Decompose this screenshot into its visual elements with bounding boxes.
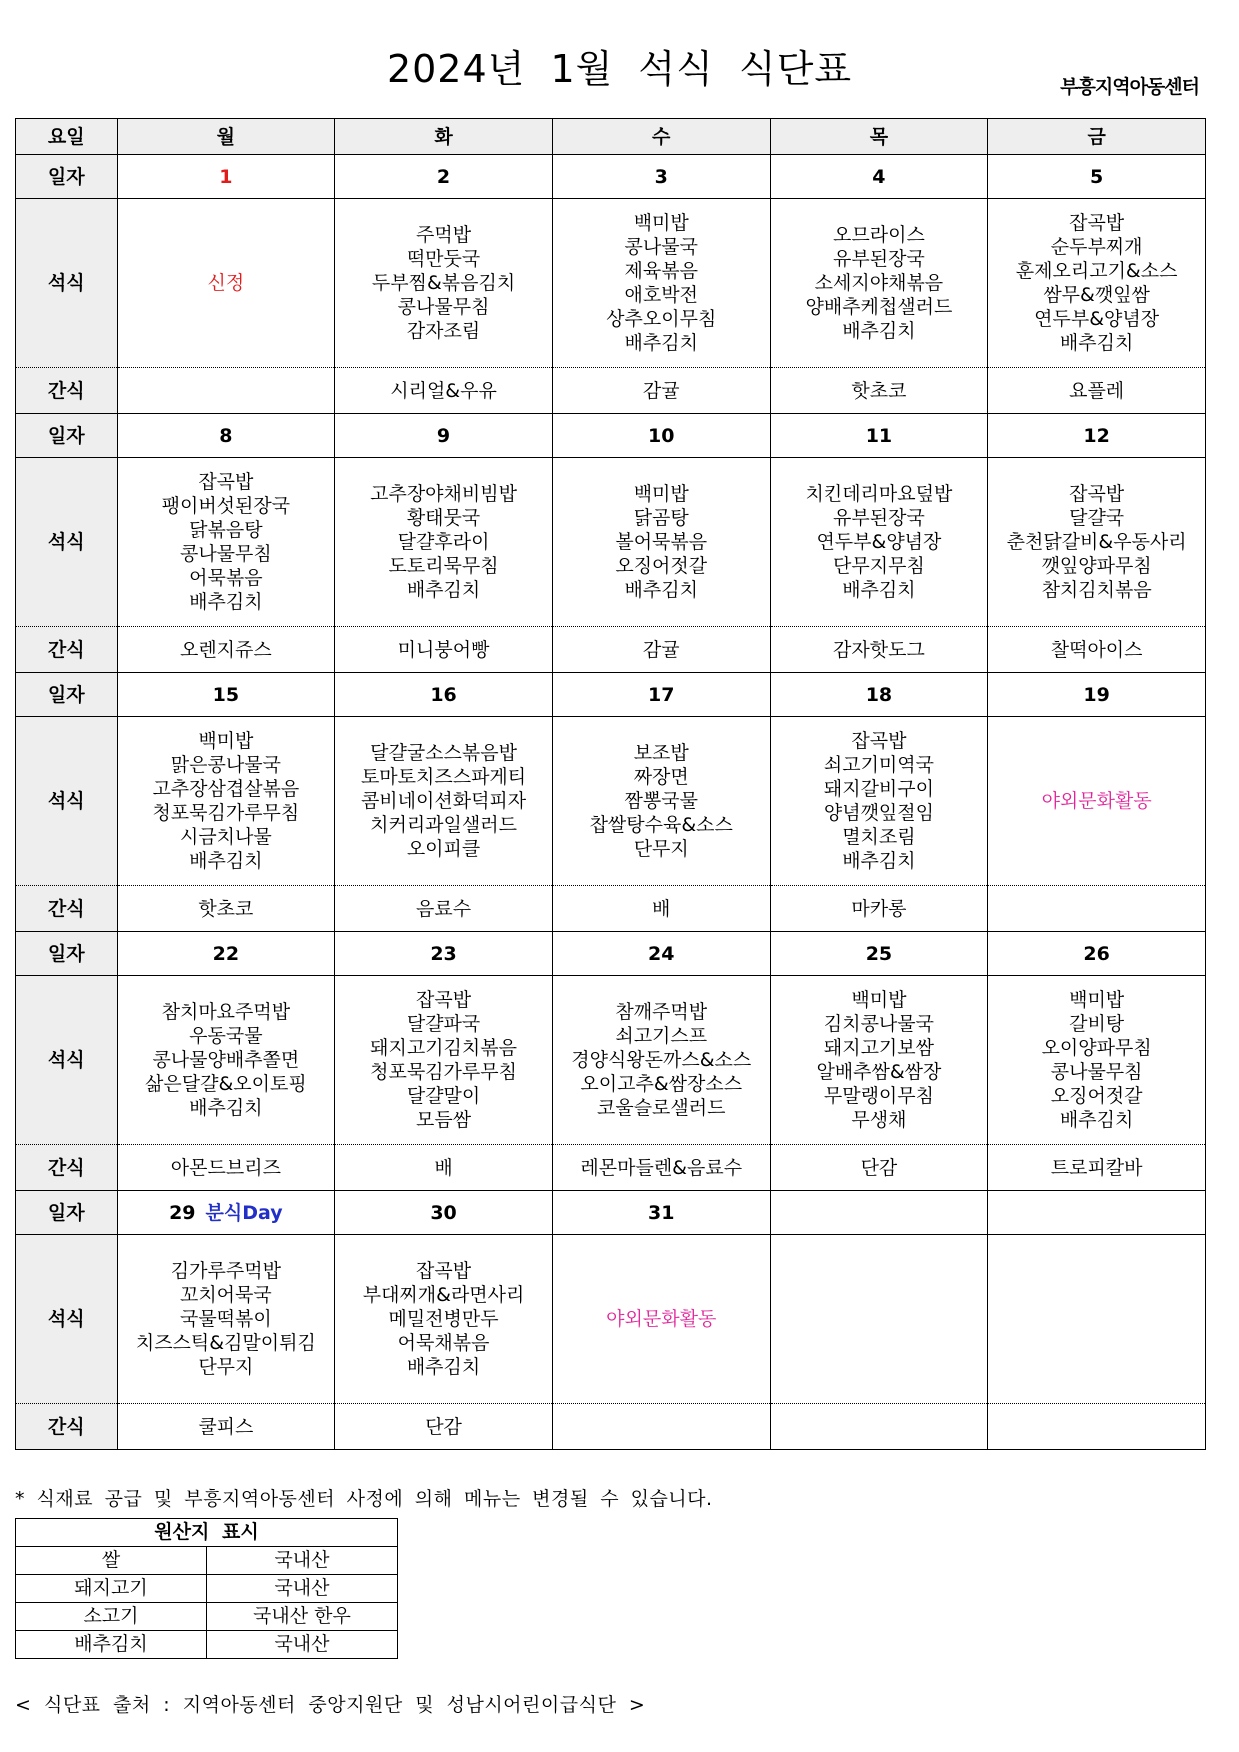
center-name: 부흥지역아동센터	[1060, 76, 1199, 98]
menu-item: 달걀말이	[406, 1085, 481, 1107]
date-number: 19	[1083, 683, 1110, 706]
date-cell	[117, 673, 335, 717]
menu-item: 참치김치볶음	[1041, 579, 1152, 601]
menu-item: 오징어젓갈	[615, 555, 708, 577]
menu-item: 치킨데리마요덮밥	[805, 483, 953, 505]
menu-item: 오이고추&쌈장소스	[580, 1073, 743, 1095]
date-row-label: 일자	[16, 155, 118, 199]
origin-country: 국내산 한우	[206, 1603, 397, 1631]
menu-item: 배추김치	[406, 1356, 481, 1378]
date-cell	[988, 155, 1206, 199]
date-number: 25	[865, 942, 893, 965]
menu-item: 잡곡밥	[416, 989, 472, 1011]
menu-item: 잡곡밥	[851, 730, 907, 752]
menu-item: 달걀후라이	[397, 531, 490, 553]
menu-item: 제육볶음	[624, 260, 698, 282]
snack-cell: 미니붕어빵	[335, 627, 553, 673]
date-row-label: 일자	[16, 1191, 118, 1235]
date-number: 16	[430, 683, 457, 706]
origin-country: 국내산	[206, 1631, 397, 1659]
date-cell	[335, 673, 553, 717]
menu-item: 청포묵김가루무침	[370, 1061, 517, 1083]
menu-item: 갈비탕	[1069, 1013, 1125, 1035]
snack-cell: 요플레	[988, 368, 1206, 414]
weekday-tue: 화	[335, 119, 553, 155]
date-row	[16, 414, 1206, 458]
menu-item: 보조밥	[633, 742, 689, 764]
meal-cell	[552, 976, 770, 1145]
snack-cell: 음료수	[335, 886, 553, 932]
date-cell	[335, 1191, 553, 1235]
menu-item: 치즈스틱&김말이튀김	[135, 1332, 316, 1354]
date-row	[16, 673, 1206, 717]
date-number: 2	[436, 165, 451, 188]
meal-cell	[552, 199, 770, 368]
menu-item: 무생채	[851, 1109, 907, 1131]
menu-item: 배추김치	[624, 579, 698, 601]
menu-item: 무말랭이무침	[823, 1085, 934, 1107]
menu-item: 유부된장국	[833, 248, 925, 270]
date-cell	[117, 932, 335, 976]
menu-item: 삶은달걀&오이토핑	[145, 1073, 307, 1095]
snack-cell: 트로피칼바	[988, 1145, 1206, 1191]
meal-row	[16, 976, 1206, 1145]
menu-item: 도토리묵무침	[388, 555, 499, 577]
origin-country: 국내산	[206, 1575, 397, 1603]
menu-item: 멸치조림	[842, 826, 916, 848]
origin-ingredient: 배추김치	[16, 1631, 207, 1659]
date-cell	[988, 414, 1206, 458]
menu-item: 돼지고기보쌈	[823, 1037, 934, 1059]
snack-row	[16, 1404, 1206, 1450]
menu-item: 배추김치	[624, 332, 698, 354]
menu-item: 달걀굴소스볶음밥	[370, 742, 517, 764]
snack-cell: 단감	[335, 1404, 553, 1450]
meal-schedule-table	[15, 118, 1206, 1450]
menu-item: 백미밥	[1069, 989, 1125, 1011]
meal-cell	[117, 458, 335, 627]
menu-item: 쌈무&깻잎쌈	[1043, 284, 1150, 306]
menu-item: 참치마요주먹밥	[161, 1001, 291, 1023]
meal-cell	[988, 1235, 1206, 1404]
menu-item: 배추김치	[842, 579, 916, 601]
menu-item: 치커리과일샐러드	[370, 814, 517, 836]
snack-row	[16, 1145, 1206, 1191]
menu-item: 고추장야채비빔밥	[370, 483, 517, 505]
date-cell	[770, 1191, 988, 1235]
date-cell	[335, 932, 553, 976]
menu-item: 돼지고기김치볶음	[370, 1037, 517, 1059]
menu-item: 양배추케첩샐러드	[805, 296, 953, 318]
menu-item: 잡곡밥	[1069, 483, 1125, 505]
menu-item: 콩나물양배추쫄면	[152, 1049, 300, 1071]
menu-item: 배추김치	[189, 591, 263, 613]
origin-ingredient: 소고기	[16, 1603, 207, 1631]
menu-item: 볼어묵볶음	[615, 531, 708, 553]
meal-cell	[770, 1235, 988, 1404]
snack-row	[16, 886, 1206, 932]
snack-cell: 감귤	[552, 627, 770, 673]
meal-row-label: 석식	[16, 1235, 118, 1404]
menu-item: 배추김치	[1059, 332, 1134, 354]
menu-item: 배추김치	[406, 579, 481, 601]
meal-cell	[117, 717, 335, 886]
menu-item: 두부찜&볶음김치	[371, 272, 516, 294]
snack-row-label: 간식	[16, 1404, 118, 1450]
menu-item: 연두부&양념장	[816, 531, 942, 553]
menu-item: 백미밥	[633, 212, 689, 234]
meal-cell	[770, 199, 988, 368]
snack-cell: 시리얼&우유	[335, 368, 553, 414]
menu-item: 콤비네이션화덕피자	[360, 790, 527, 812]
change-notice: * 식재료 공급 및 부흥지역아동센터 사정에 의해 메뉴는 변경될 수 있습니다.	[15, 1488, 713, 1510]
meal-cell	[770, 976, 988, 1145]
date-number: 8	[219, 424, 233, 447]
date-cell	[335, 155, 553, 199]
date-cell	[117, 155, 335, 199]
origin-row	[16, 1547, 398, 1575]
date-row-label: 일자	[16, 673, 118, 717]
menu-item: 깻잎양파무침	[1041, 555, 1152, 577]
snack-cell: 배	[335, 1145, 553, 1191]
menu-item: 애호박전	[624, 284, 698, 306]
snack-cell	[770, 1404, 988, 1450]
weekday-wed: 수	[552, 119, 770, 155]
menu-item: 잡곡밥	[198, 471, 254, 493]
menu-item: 청포묵김가루무침	[152, 802, 300, 824]
date-cell	[117, 1191, 335, 1235]
menu-item: 짬뽕국물	[624, 790, 698, 812]
weekday-thu: 목	[770, 119, 988, 155]
menu-item: 달걀파국	[406, 1013, 481, 1035]
menu-item: 배추김치	[189, 1097, 263, 1119]
date-number: 26	[1083, 942, 1110, 965]
menu-item: 유부된장국	[833, 507, 925, 529]
date-number: 22	[212, 942, 240, 965]
date-row	[16, 1191, 1206, 1235]
meal-cell	[117, 199, 335, 368]
date-cell	[988, 932, 1206, 976]
menu-item: 신정	[207, 272, 245, 294]
meal-row-label: 석식	[16, 458, 118, 627]
menu-item: 짜장면	[633, 766, 689, 788]
date-number: 31	[648, 1201, 675, 1224]
menu-item: 순두부찌개	[1050, 236, 1143, 258]
meal-cell	[988, 458, 1206, 627]
menu-item: 맑은콩나물국	[170, 754, 281, 776]
weekday-mon: 월	[117, 119, 335, 155]
menu-item: 닭볶음탕	[189, 519, 263, 541]
menu-item: 훈제오리고기&소스	[1015, 260, 1178, 282]
snack-cell: 쿨피스	[117, 1404, 335, 1450]
meal-row-label: 석식	[16, 717, 118, 886]
menu-item: 어묵볶음	[189, 567, 263, 589]
menu-item: 야외문화활동	[606, 1308, 717, 1330]
menu-item: 배추김치	[1059, 1109, 1134, 1131]
date-number: 23	[430, 942, 457, 965]
date-cell	[552, 1191, 770, 1235]
menu-item: 연두부&양념장	[1034, 308, 1160, 330]
meal-row-label: 석식	[16, 199, 118, 368]
snack-cell: 핫초코	[770, 368, 988, 414]
menu-item: 모듬쌈	[416, 1109, 472, 1131]
origin-table	[15, 1518, 398, 1659]
menu-item: 쇠고기스프	[615, 1025, 708, 1047]
weekday-header-row	[16, 119, 1206, 155]
menu-item: 쇠고기미역국	[823, 754, 934, 776]
date-cell	[770, 673, 988, 717]
menu-item: 김가루주먹밥	[170, 1260, 281, 1282]
menu-item: 잡곡밥	[416, 1260, 472, 1282]
menu-item: 황태뭇국	[406, 507, 481, 529]
menu-item: 배추김치	[842, 320, 916, 342]
meal-row-label: 석식	[16, 976, 118, 1145]
date-cell	[552, 673, 770, 717]
meal-cell	[552, 458, 770, 627]
menu-item: 코울슬로샐러드	[596, 1097, 726, 1119]
menu-item: 양념깻잎절임	[823, 802, 934, 824]
date-number: 18	[865, 683, 893, 706]
menu-item: 어묵채볶음	[397, 1332, 490, 1354]
menu-item: 콩나물무침	[1050, 1061, 1143, 1083]
menu-item: 상추오이무침	[606, 308, 717, 330]
date-number: 29	[169, 1201, 196, 1224]
snack-cell	[988, 1404, 1206, 1450]
snack-row-label: 간식	[16, 1145, 118, 1191]
menu-item: 배추김치	[189, 850, 263, 872]
snack-cell: 레몬마들렌&음료수	[552, 1145, 770, 1191]
meal-cell	[335, 1235, 553, 1404]
meal-row	[16, 199, 1206, 368]
date-number: 15	[212, 683, 240, 706]
menu-item: 떡만둣국	[406, 248, 481, 270]
menu-item: 돼지갈비구이	[823, 778, 934, 800]
date-number: 11	[865, 424, 893, 447]
date-cell	[552, 155, 770, 199]
snack-cell: 단감	[770, 1145, 988, 1191]
origin-ingredient: 돼지고기	[16, 1575, 207, 1603]
date-cell	[335, 414, 553, 458]
snack-cell: 아몬드브리즈	[117, 1145, 335, 1191]
menu-item: 잡곡밥	[1069, 212, 1125, 234]
date-cell	[770, 414, 988, 458]
meal-cell	[770, 717, 988, 886]
menu-item: 알배추쌈&쌈장	[816, 1061, 942, 1083]
menu-item: 꼬치어묵국	[179, 1284, 272, 1306]
date-row	[16, 155, 1206, 199]
date-number: 17	[648, 683, 675, 706]
date-row	[16, 932, 1206, 976]
menu-item: 오므라이스	[833, 224, 925, 246]
date-number: 12	[1083, 424, 1110, 447]
menu-item: 주먹밥	[416, 224, 472, 246]
date-cell	[552, 932, 770, 976]
meal-row	[16, 1235, 1206, 1404]
meal-cell	[552, 1235, 770, 1404]
meal-row	[16, 717, 1206, 886]
meal-cell	[117, 976, 335, 1145]
menu-item: 경양식왕돈까스&소스	[571, 1049, 752, 1071]
menu-item: 백미밥	[198, 730, 254, 752]
snack-cell: 오렌지쥬스	[117, 627, 335, 673]
meal-cell	[335, 199, 553, 368]
menu-item: 감자조림	[406, 320, 481, 342]
date-event-label: 분식Day	[205, 1201, 283, 1224]
weekday-header-label: 요일	[16, 119, 118, 155]
meal-row	[16, 458, 1206, 627]
date-row-label: 일자	[16, 932, 118, 976]
meal-cell	[335, 976, 553, 1145]
menu-item: 메밀전병만두	[388, 1308, 499, 1330]
page-title: 2024년 1월 석식 식단표	[386, 47, 853, 91]
date-number: 30	[430, 1201, 457, 1224]
menu-item: 참깨주먹밥	[615, 1001, 708, 1023]
date-cell	[770, 155, 988, 199]
menu-item: 부대찌개&라면사리	[362, 1284, 525, 1306]
menu-item: 오이양파무침	[1041, 1037, 1152, 1059]
date-number: 10	[648, 424, 675, 447]
snack-cell: 핫초코	[117, 886, 335, 932]
snack-cell	[117, 368, 335, 414]
menu-source: < 식단표 출처 : 지역아동센터 중앙지원단 및 성남시어린이급식단 >	[15, 1694, 646, 1716]
menu-item: 오이피클	[406, 838, 481, 860]
date-number: 24	[648, 942, 675, 965]
origin-ingredient: 쌀	[16, 1547, 207, 1575]
menu-item: 시금치나물	[179, 826, 272, 848]
menu-item: 오징어젓갈	[1050, 1085, 1143, 1107]
date-number: 9	[436, 424, 451, 447]
date-number: 1	[219, 165, 233, 188]
snack-row-label: 간식	[16, 627, 118, 673]
menu-item: 단무지	[633, 838, 689, 860]
menu-item: 찹쌀탕수육&소스	[589, 814, 733, 836]
snack-cell	[552, 1404, 770, 1450]
menu-item: 춘천닭갈비&우동사리	[1006, 531, 1187, 553]
menu-item: 백미밥	[633, 483, 689, 505]
snack-cell: 찰떡아이스	[988, 627, 1206, 673]
date-number: 3	[654, 165, 668, 188]
menu-item: 팽이버섯된장국	[161, 495, 291, 517]
date-cell	[988, 1191, 1206, 1235]
date-cell	[552, 414, 770, 458]
date-cell	[988, 673, 1206, 717]
snack-row	[16, 368, 1206, 414]
menu-item: 배추김치	[842, 850, 916, 872]
menu-item: 야외문화활동	[1041, 790, 1152, 812]
menu-item: 콩나물무침	[179, 543, 272, 565]
origin-country: 국내산	[206, 1547, 397, 1575]
date-number: 4	[872, 165, 886, 188]
meal-cell	[117, 1235, 335, 1404]
snack-cell: 마카롱	[770, 886, 988, 932]
menu-item: 달걀국	[1069, 507, 1125, 529]
origin-row	[16, 1575, 398, 1603]
date-number: 5	[1090, 165, 1104, 188]
snack-cell: 감귤	[552, 368, 770, 414]
menu-item: 단무지무침	[833, 555, 925, 577]
menu-item: 콩나물무침	[397, 296, 490, 318]
menu-item: 소세지야채볶음	[814, 272, 944, 294]
menu-item: 콩나물국	[624, 236, 698, 258]
menu-item: 고추장삼겹살볶음	[152, 778, 300, 800]
date-cell	[770, 932, 988, 976]
snack-row-label: 간식	[16, 886, 118, 932]
menu-item: 닭곰탕	[633, 507, 689, 529]
menu-item: 김치콩나물국	[823, 1013, 934, 1035]
meal-cell	[988, 976, 1206, 1145]
origin-row	[16, 1603, 398, 1631]
snack-cell: 배	[552, 886, 770, 932]
meal-cell	[988, 717, 1206, 886]
meal-cell	[770, 458, 988, 627]
origin-title: 원산지 표시	[16, 1519, 398, 1547]
snack-row-label: 간식	[16, 368, 118, 414]
snack-row	[16, 627, 1206, 673]
menu-item: 우동국물	[189, 1025, 263, 1047]
snack-cell	[988, 886, 1206, 932]
date-cell	[117, 414, 335, 458]
weekday-fri: 금	[988, 119, 1206, 155]
meal-cell	[988, 199, 1206, 368]
menu-item: 국물떡볶이	[179, 1308, 272, 1330]
snack-cell: 감자핫도그	[770, 627, 988, 673]
menu-item: 단무지	[198, 1356, 254, 1378]
menu-item: 토마토치즈스파게티	[360, 766, 527, 788]
meal-cell	[335, 458, 553, 627]
menu-item: 백미밥	[851, 989, 907, 1011]
meal-cell	[335, 717, 553, 886]
meal-cell	[552, 717, 770, 886]
origin-row	[16, 1631, 398, 1659]
date-row-label: 일자	[16, 414, 118, 458]
